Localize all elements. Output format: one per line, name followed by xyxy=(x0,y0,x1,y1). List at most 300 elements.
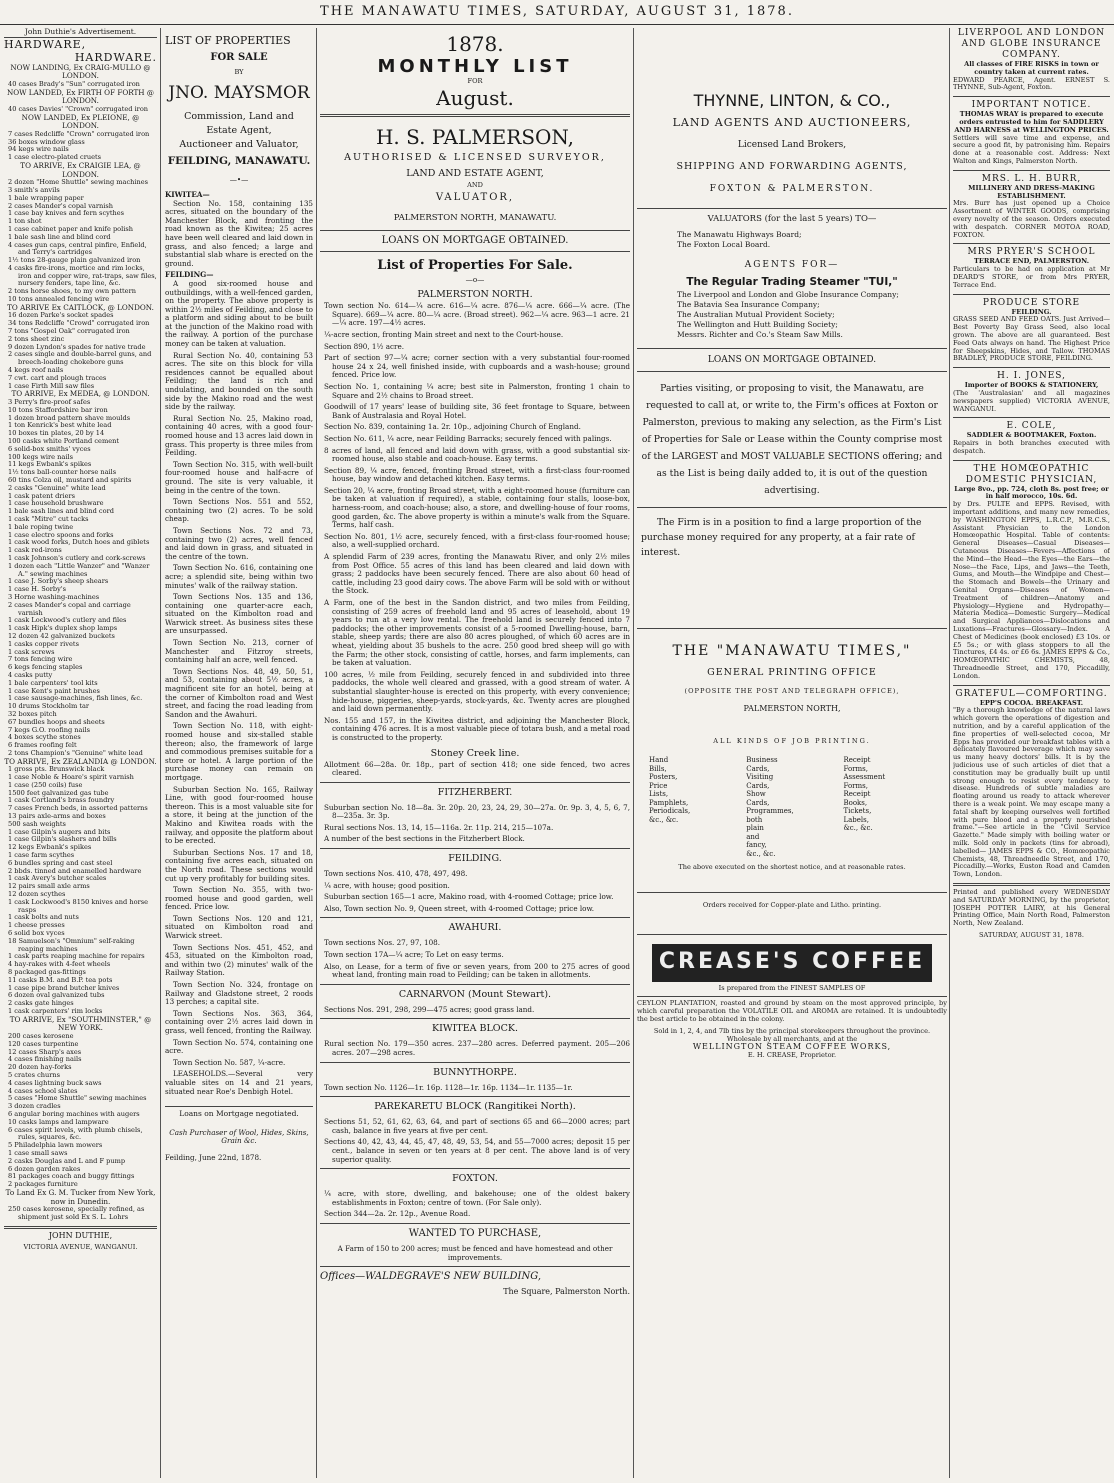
shipment-items xyxy=(4,1206,157,1222)
shipment-item: 1 cask bolts and nuts xyxy=(8,913,79,922)
service-item: Tickets, xyxy=(843,807,872,815)
service-item: Labels, xyxy=(843,815,869,824)
wanted-heading: WANTED TO PURCHASE, xyxy=(320,1223,630,1241)
shipment-item: 200 cases kerosene xyxy=(8,1031,74,1040)
shipment-item: 32 boxes pitch xyxy=(8,709,57,718)
shipment-item: 4 cases gun caps, central pinfire, Enfield, and Terry's cartridges xyxy=(8,240,147,257)
shipment-item: 10 drums Stockholm tar xyxy=(8,702,90,711)
for-sale: FOR SALE xyxy=(210,52,268,63)
times-heading: THE "MANAWATU TIMES," xyxy=(672,643,912,659)
board-item: The Foxton Local Board. xyxy=(677,240,771,249)
firm-place: FOXTON & PALMERSTON. xyxy=(709,184,875,194)
shipment-item: 3 dozen cradles xyxy=(8,1102,61,1111)
shipment-item: 1 bale roping twine xyxy=(8,522,74,531)
shipment-heading: TO ARRIVE Ex CAITLOCK, @ LONDON. xyxy=(7,302,154,312)
property-entry: A splendid Farm of 239 acres, fronting the Manawatu River, and only 2½ miles from Post Office. 55 acres of this land has been cleared and laid down with grass; 2 paddocks have been securely fenced. There are also about 60 head of cattle, including 23 good dairy cows. The above Farm will be sold with or without the Stock. xyxy=(324,552,630,596)
shipment-item: 2 tons sheet zinc xyxy=(8,334,65,343)
agent-place: FEILDING, MANAWATU. xyxy=(167,155,311,168)
small-ad xyxy=(953,460,1110,681)
services-column xyxy=(649,756,741,858)
column-divider xyxy=(160,28,161,1478)
shipment-item: 1 gross pts. Brunswick black xyxy=(8,765,105,774)
shipment-item: 2 casks Douglas and L and F pump xyxy=(8,1156,126,1165)
shipment-item: 100 casks white Portland cement xyxy=(8,437,120,446)
shipment-item: 1 case Gilpin's slashers and bills xyxy=(8,835,117,844)
small-ads-list xyxy=(953,28,1110,879)
small-ad-heading: H. I. JONES, xyxy=(997,371,1066,382)
property-entry: Sections 51, 52, 61, 62, 63, 64, and part of sections 65 and 66—2000 acres; part cash, balance in five years at five per cent. xyxy=(324,1117,630,1135)
shipment-item: 4 cases finishing nails xyxy=(8,1055,82,1064)
small-ad xyxy=(953,243,1110,289)
firm-paragraph: The Firm is in a position to find a large proportion of the purchase money required for any property, at a fair rate of interest. xyxy=(641,517,922,558)
firm-paragraph: Parties visiting, or proposing to visit, the Manawatu, are requested to call at, or write to, the Firm's offices at Foxton or Palmerston, previous to making any selection, as the Firm's List of Properties for Sale or Lease within the County comprise most of the LARGEST and MOST VALUABLE SECTIONS offering; and as the List is being daily added to, it is out of the question advertising. xyxy=(641,383,943,496)
small-ad-heading: THE HOMŒOPATHIC DOMESTIC PHYSICIAN, xyxy=(965,463,1098,485)
small-ad-subheading: Large 8vo., pp. 724, cloth 8s. post free; or in half morocco, 10s. 6d. xyxy=(954,484,1109,501)
and-label: AND xyxy=(467,180,483,189)
region-heading: BUNNYTHORPE. xyxy=(320,1062,630,1080)
shipment-item: 2 tons Champion's "Genuine" white lead xyxy=(8,748,143,757)
small-ad xyxy=(953,367,1110,413)
section-heading: FEILDING— xyxy=(165,270,214,280)
firm-name: THYNNE, LINTON, & CO., xyxy=(693,91,891,110)
shipment-item: 4 kegs roof nails xyxy=(8,366,64,375)
small-ad xyxy=(953,417,1110,455)
shipment-item: 1 case sausage-machines, fish lines, &c. xyxy=(8,694,143,703)
small-ad-body: "By a thorough knowledge of the natural laws which govern the operations of digestion and nutrition, and by a careful application of the fine properties of well-selected cocoa, Mr Epps has provided our breakfast tables with a delicately flavoured beverage which may save us many heavy doctors' bills. It is by the judicious use of such articles of diet that a constitution may be gradually built up until strong enough to resist every tendency to disease. Hundreds of subtle maladies are floating around us ready to attack wherever there is a weak point. We may escape many a fatal shaft by keeping ourselves well fortified with pure blood and a properly nourished frame."—See article in the "Civil Service Gazette." Made simply with boiling water or milk. Sold only in packets (tins for abroad), labelled— JAMES EPPS & CO., Homœopathic Chemists, 48, Threadneedle Street, and 170, Piccadilly.—Works, Euston Road and Camden Town, London. xyxy=(953,706,1110,879)
small-ad-subheading: THOMAS WRAY is prepared to execute orders entrusted to him for SADDLERY AND HARNESS at WELLINGTON PRICES. xyxy=(954,110,1109,134)
shipment-item: 40 cases Brady's "Sun" corrugated iron xyxy=(8,79,140,88)
property-entry: Town Section No. 213, corner of Manchester and Fitzroy streets, containing half an acre, well fenced. xyxy=(165,638,313,665)
service-item: Posters, xyxy=(649,773,678,781)
firm-shipping: SHIPPING AND FORWARDING AGENTS, xyxy=(676,161,908,172)
shipment-item: 1 case bay knives and fern scythes xyxy=(8,209,125,218)
small-ad-subheading: SADDLER & BOOTMAKER, Foxton. xyxy=(966,431,1097,440)
shipment-heading: NOW LANDED, Ex FIRTH OF FORTH @ LONDON. xyxy=(6,87,155,106)
column-divider xyxy=(949,28,950,1478)
proprietor-line: E. H. CREASE, Proprietor. xyxy=(747,1050,837,1059)
service-item: Receipt Books, xyxy=(843,790,871,807)
small-ad-body: Settlers will save time and expense, and secure a good fit, by patronising him. Repairs done at a reasonable cost. Address: Next Walton and Kings, Palmerston North. xyxy=(953,133,1110,165)
wholesale-line: Wholesale by all merchants, and at the xyxy=(726,1034,858,1043)
property-entry: Suburban section No. 18—8a. 3r. 20p. 20, 23, 24, 29, 30—27a. 0r. 9p. 3, 4, 5, 6, 7, 8—235a. 3r. 3p. xyxy=(324,802,630,821)
month: August. xyxy=(436,85,514,110)
signature-name: JOHN DUTHIE, xyxy=(4,1226,157,1241)
shipment-item: 1 cask Cortland's brass foundry xyxy=(8,796,115,805)
property-entry: Town Section No. 587, ¼-acre. xyxy=(173,1057,286,1067)
property-entry: Section 344—2a. 2r. 12p., Avenue Road. xyxy=(324,1209,471,1219)
shipment-item: 1 case small saws xyxy=(8,1148,68,1157)
shipment-item: 5 cases "Home Shuttle" sewing machines xyxy=(8,1094,147,1103)
agent-role: Auctioneer and Valuator, xyxy=(179,139,299,151)
shipment-items xyxy=(4,766,157,1016)
by-label: BY xyxy=(234,67,244,76)
property-entry: Town Sections Nos. 48, 49, 50, 51, and 53, containing about 5½ acres, a magnificent site for an hotel, being at the corner of Kimbolton road and West street, and facing the road leading from Sandon and the Awahuri. xyxy=(165,666,313,719)
shipment-item: 7 kegs G.O. roofing nails xyxy=(8,725,91,734)
shipment-item: 12 dozen scythes xyxy=(8,890,66,899)
property-entry: Section No. 801, 1½ acre, securely fenced, with a first-class four-roomed house; also, a well-supplied orchard. xyxy=(324,531,630,550)
property-entry: Town section No. 614—¼ acre. 616—¼ acre. 876—¼ acre. 666—¼ acre. (The Square). 669—¼ acre. 80—¼ acre. (Broad street). 962—¼ acre. 963—1 acre. 21—¼ acre. 197—4½ acres. xyxy=(324,301,630,328)
region-heading: FOXTON. xyxy=(320,1168,630,1186)
shipment-item: 1½ tons 28-gauge plain galvanized iron xyxy=(8,256,141,265)
property-entry: Section No. 839, containing 1a. 2r. 10p., adjoining Church of England. xyxy=(324,422,581,432)
services-column xyxy=(843,756,935,858)
shipment-item: 1 ton shot xyxy=(8,217,42,226)
service-item: &c., &c. xyxy=(746,849,776,858)
service-item: Assessment Forms, xyxy=(843,773,886,790)
property-entry: 8 acres of land, all fenced and laid down with grass, with a good substantial six-roomed house, also stable and coach-house. Easy terms. xyxy=(324,445,630,464)
property-entry: ¼ acre, with house; good position. xyxy=(324,880,450,890)
property-entry: LEASEHOLDS.—Several very valuable sites on 14 and 21 years, situated near Roe's Denbigh Hotel. xyxy=(165,1069,313,1096)
property-entry: Town Section No. 315, with well-built four-roomed house and half-acre of ground. The site is very valuable, it being in the centre of the town. xyxy=(165,459,313,495)
small-ad-heading: MRS. L. H. BURR, xyxy=(981,173,1082,184)
property-entry: Sections 40, 42, 43, 44, 45, 47, 48, 49, 53, 54, and 55—7000 acres; deposit 15 per cent., balance in seven or ten years at 8 per cent. The above land is of very superior quality. xyxy=(324,1137,630,1164)
shipment-item: 60 tins Colza oil, mustard and spirits xyxy=(8,476,132,484)
property-entry: Town Sections Nos. 135 and 136, containing one quarter-acre each, situated on the Kimbolton road and Warwick street. As business sites these are unsurpassed. xyxy=(165,592,313,636)
sold-line: Sold in 1, 2, 4, and 7lb tins by the principal storekeepers throughout the province. xyxy=(653,1026,931,1035)
shipment-item: 1 cask Hipk's duplex shop lamps xyxy=(8,624,118,633)
property-entry: Town Sections Nos. 72 and 73, containing two (2) acres, well fenced and laid down in grass, and situated in the centre of the town. xyxy=(165,525,313,561)
small-ad xyxy=(953,28,1110,92)
small-ad-body: by Drs. PULTE and EPPS. Revised, with important additions, and many new remedies, by WASHINGTON EPPS, L.R.C.P., M.R.C.S., Assistant Physician to the London Homœopathic Hospital. Table of contents: General Diseases—Casual Diseases—Cutaneous Diseases—Fevers—Affections of the Mind—the Head—the Eyes—the Ears—the Nose—the Face, Lips, and Jaws—the Teeth, Gums, and Mouth—the Windpipe and Chest—the Stomach and Bowels—the Urinary and Genital Organs—Diseases of Women—Treatment of children—Anatomy and Physiology—Hygiene and Hydropathy—Materia Medica—Domestic Surgery—Medical and Surgical Appliances—Dislocations and Luxations—Fractures—Glossary—Index. A Chest of Medicines (book enclosed) £3 10s. or £5 5s.; or with glass stoppers to all the Tinctures, £4 4s. or £6 6s. JAMES EPPS & Co., HOMŒOPATHIC CHEMISTS, 48, Threadneedle Street, and 170, Piccadilly, London. xyxy=(953,500,1110,680)
surveyor-role: VALUATOR, xyxy=(435,191,515,203)
service-item: Visiting Cards, xyxy=(746,773,774,790)
shipment-item: 2 cases Mander's copal and carriage varnish xyxy=(8,600,131,617)
property-entry: Town Section No. 355, with two-roomed house and good garden, well fenced. Price low. xyxy=(165,885,313,912)
shipment-item: 1 cask carpenters' rim locks xyxy=(8,1006,103,1015)
company-item: Messrs. Richter and Co.'s Steam Saw Mills. xyxy=(677,330,843,339)
shipment-item: 7 cases Redcliffe "Crown" corrugated iron xyxy=(8,129,150,138)
firm-role: LAND AGENTS AND AUCTIONEERS, xyxy=(672,116,912,129)
property-entry: Town Sections Nos. 451, 452, and 453, situated on the Kimbolton road, and within two (2) minutes' walk of the Railway Station. xyxy=(165,942,313,978)
shipment-item: 10 tons Staffordshire bar iron xyxy=(8,405,108,414)
printing-office: GENERAL PRINTING OFFICE xyxy=(707,667,877,678)
region-heading: FEILDING. xyxy=(320,848,630,866)
property-entry: Town sections Nos. 410, 478, 497, 498. xyxy=(324,869,468,879)
shipment-item: 1 bale carpenters' tool kits xyxy=(8,678,98,687)
shipment-item: 67 bundles hoops and sheets xyxy=(8,717,105,726)
shipment-heading: TO ARRIVE, Ex ZEALANDIA @ LONDON. xyxy=(4,756,157,766)
property-entry: Rural section No. 179—350 acres. 237—280 acres. Deferred payment. 205—206 acres. 207—298 acres. xyxy=(324,1039,630,1057)
shipment-item: 1 cask Lockwood's cutlery and files xyxy=(8,616,127,625)
small-ad-subheading: EPP'S COCOA. BREAKFAST. xyxy=(979,698,1084,707)
small-ad-heading: IMPORTANT NOTICE. xyxy=(971,100,1092,111)
agents-heading: AGENTS FOR— xyxy=(744,260,840,270)
property-entry: Suburban Sections Nos. 17 and 18, containing five acres each, situated on the North road. These sections would cut up very profitably for building sites. xyxy=(165,847,313,883)
company-item: The Australian Mutual Provident Society; xyxy=(677,310,835,319)
shipment-item: 11 casks B.M. and B.P. tea pots xyxy=(8,975,113,984)
region-heading: PAREKARETU BLOCK (Rangitikei North). xyxy=(320,1096,630,1114)
loans-notice: LOANS ON MORTGAGE OBTAINED. xyxy=(320,230,630,252)
small-ad-heading: MRS PRYER'S SCHOOL xyxy=(967,247,1096,258)
cash-purchaser: Cash Purchaser of Wool, Hides, Skins, Grain &c. xyxy=(169,1127,309,1146)
surveyor-role: LAND AND ESTATE AGENT, xyxy=(406,167,544,179)
shipment-heading: To Land Ex G. M. Tucker from New York, now in Dunedin. xyxy=(5,1187,156,1206)
property-entry: Section 20, ¼ acre, fronting Broad street, with a eight-roomed house (furniture can be taken at valuation if required), a stable, containing four stalls, loose-box, harness-room, and coach-house; also, a store, and dwelling-house of four rooms, good garden, &c. The above property is within a minute's walk from the Square. Terms, half cash. xyxy=(324,485,630,530)
property-entry: Town section 17A—¼ acre; To Let on easy terms. xyxy=(324,950,504,960)
shipment-item: 1 cask wood forks, Dutch hoes and giblets xyxy=(8,538,150,547)
shipment-item: 6 solid box vyces xyxy=(8,929,65,938)
small-ad-subheading: All classes of FIRE RISKS in town or country taken at current rates. xyxy=(964,60,1099,76)
shipment-item: 1 bale wrapping paper xyxy=(8,193,84,202)
agent-role: Commission, Land and xyxy=(184,111,294,123)
shipment-item: 1 case Kent's paint brushes xyxy=(8,686,100,695)
company-item: The Liverpool and London and Globe Insurance Company; xyxy=(677,290,899,299)
property-entry: Suburban section 165—1 acre, Makino road, with 4-roomed Cottage; price low. xyxy=(324,892,614,902)
shipment-item: 4 casks putty xyxy=(8,670,53,679)
list-heading: List of Properties For Sale. xyxy=(377,257,573,273)
shipment-item: 4 cases school slates xyxy=(8,1086,78,1095)
property-entry: ¼ acre, with store, dwelling, and bakehouse; one of the oldest bakery establishments in Foxton; centre of town. (For Sale only). xyxy=(324,1189,630,1207)
printing-services xyxy=(649,756,935,858)
shipment-item: 1 dozen each "Little Wanzer" and "Wanzer A." sewing machines xyxy=(8,561,150,578)
property-entry: Rural Section No. 40, containing 53 acres. The site on this block for villa residences cannot be equalled about Feilding; the land is rich and undulating, and bounded on the south side by the Makino road and the west side by the railway. xyxy=(165,350,313,412)
shipment-item: 6 cases spirit levels, with plumb chisels, rules, squares, &c. xyxy=(8,1125,143,1142)
property-entry: Town Section No. 574, containing one acre. xyxy=(165,1037,313,1056)
shipment-item: 1 cheese presses xyxy=(8,921,65,930)
shipment-item: 5 Philadelphia lawn mowers xyxy=(8,1141,103,1150)
steamer-name: The Regular Trading Steamer "TUI," xyxy=(686,276,898,288)
loans-notice: LOANS ON MORTGAGE OBTAINED. xyxy=(637,348,947,372)
shipment-heading: NOW LANDED, Ex PLEIONE, @ LONDON. xyxy=(21,112,140,131)
ad-title: HARDWARE. xyxy=(74,50,157,64)
shipment-item: 4 cases lightning buck saws xyxy=(8,1078,102,1087)
shipment-item: 1500 feet galvanized gas tube xyxy=(8,788,109,797)
ceylon-text: CEYLON PLANTATION, roasted and ground by steam on the most approved principle, by which careful preparation the VOLATILE OIL and AROMA are retained. It is undoubtedly the best article to be obtained in the colony. xyxy=(637,996,947,1023)
property-entry: Town Sections Nos. 551 and 552, containing two (2) acres. To be sold cheap. xyxy=(165,497,313,524)
shipment-item: 1 case electro-plated cruets xyxy=(8,153,102,162)
region-heading: KIWITEA BLOCK. xyxy=(320,1018,630,1036)
agent-role: Estate Agent, xyxy=(206,125,272,137)
shipment-item: 500 sash weights xyxy=(8,819,66,828)
small-ad-subheading: TERRACE END, PALMERSTON. xyxy=(973,257,1090,266)
divider-ornament: —•— xyxy=(229,175,249,185)
service-item: &c., &c. xyxy=(649,815,679,824)
small-ad-body: GRASS SEED AND FEED OATS. Just Arrived— Best Poverty Bay Grass Seed, also local grown. The above are all guaranteed. Best Feed Oats always on hand. The Highest Price for Sheepskins, Hides, and Tallow. THOMAS BRADLEY, PRODUCE STORE, FEILDING. xyxy=(953,315,1110,363)
column-palmerson-list xyxy=(320,28,630,1478)
shipment-item: 6 solid-box smiths' vyces xyxy=(8,444,91,453)
offices-line: Offices—WALDEGRAVE'S NEW BUILDING, xyxy=(320,1266,630,1284)
shipment-item: 1½ tons ball-counter horse nails xyxy=(8,468,117,477)
shipment-item: 1 cask screws xyxy=(8,647,55,656)
shipment-item: 1 case pipe brand butcher knives xyxy=(8,983,120,992)
shipment-item: 6 kegs fencing staples xyxy=(8,663,83,672)
printed-by: Printed and published every WEDNESDAY and SATURDAY MORNING, by the proprietor, JOSEPH POTTER LAIRY, at his General Printing Office, Main North Road, Palmerston North, New Zealand. xyxy=(953,883,1110,928)
shipment-item: 20 dozen hay-forks xyxy=(8,1063,72,1072)
shipment-item: 1 cask Johnson's cutlery and cork-screws xyxy=(8,553,146,562)
firm-brokers: Licensed Land Brokers, xyxy=(737,140,847,150)
small-ad-subheading: MILLINERY AND DRESS-MAKING ESTABLISHMENT. xyxy=(968,183,1095,200)
job-printing: ALL KINDS OF JOB PRINTING. xyxy=(713,737,871,745)
shipment-item: 1 case H. Sorby's xyxy=(8,585,67,594)
region-heading: AWAHURI. xyxy=(320,917,630,935)
loans-notice: Loans on Mortgage negotiated. xyxy=(165,1106,313,1119)
shipment-item: 7 cwt. cart and plough traces xyxy=(8,373,107,382)
property-entry: Rural Section No. 25, Makino road, containing 40 acres, with a good four-roomed house and 13 acres laid down in grass. This property is three miles from Feilding. xyxy=(165,413,313,458)
region-heading: Stoney Creek line. xyxy=(430,747,520,759)
shipment-item: 1 ton Kenrick's best white lead xyxy=(8,421,112,430)
property-entry: Section 890, 1½ acre. xyxy=(324,341,405,351)
column-maysmor-properties xyxy=(165,28,313,1478)
small-ad xyxy=(953,294,1110,364)
shipment-item: 12 kegs Ewbank's spikes xyxy=(8,843,92,852)
shipment-item: 2 casks gate hinges xyxy=(8,999,74,1008)
shipment-item: 6 angular boring machines with augers xyxy=(8,1109,140,1118)
small-ad xyxy=(953,170,1110,240)
small-ad-body: EDWARD PEARCE, Agent. ERNEST S. THYNNE, Sub-Agent, Foxton. xyxy=(953,75,1110,92)
ad-header: John Duthie's Advertisement. xyxy=(4,28,157,38)
property-entry: A good six-roomed house and outbuildings, with a well-fenced garden, on the property. The above property is within 2½ miles of Feilding, and close to a platform and siding about to be built at the junction of the Makino road with the railway. A portion of the purchase money can be taken at valuation. xyxy=(165,278,313,349)
shipment-item: 2 cases Mander's copal varnish xyxy=(8,201,113,210)
shipment-item: 12 cases Sharp's axes xyxy=(8,1047,82,1056)
property-sections xyxy=(165,191,313,1096)
shipment-item: 1 case (250 coils) fuse xyxy=(8,780,83,789)
service-item: &c., &c. xyxy=(843,824,873,832)
shipment-item: 3 Perry's fire-proof safes xyxy=(8,398,91,407)
small-ad xyxy=(953,685,1110,879)
for-label: FOR xyxy=(467,77,483,85)
valuators-heading: VALUATORS (for the last 5 years) TO— xyxy=(637,208,947,226)
property-entry: ¼-acre section, fronting Main street and next to the Court-house. xyxy=(324,329,564,339)
small-ad xyxy=(953,96,1110,166)
property-entry: Town Sections Nos. 363, 364, containing over 2½ acres laid down in grass, well fenced, fronting the Railway. xyxy=(165,1008,313,1036)
column-thynne-linton xyxy=(637,28,947,1478)
shipment-item: 9 dozen Lyndon's spades for native trade xyxy=(8,342,146,351)
shipment-item: 1 cask parts reaping machine for repairs xyxy=(8,952,145,961)
service-item: Price Lists, xyxy=(649,781,669,798)
shipment-item: 94 kegs wire nails xyxy=(8,145,69,154)
property-entry: Town Section No. 324, frontage on Railway and Gladstone street, 2 roods 13 perches; a capital site. xyxy=(165,980,313,1007)
property-entry: A Farm, one of the best in the Sandon district, and two miles from Feilding, consisting of 259 acres of freehold land and 95 acres of leasehold, about 19 years to run at a very low rental. The freehold land is securely fenced into 7 paddocks; the other improvements consist of a 5-roomed Dwelling-house, barn, stable, sheep yards; there are also 80 acres ploughed, of which 60 acres are in wheat, yielding about 35 bushels to the acre. 250 good bred sheep will go with the Farm; the other stock, consisting of cattle, horses, and farm implements, can be taken at valuation. xyxy=(324,598,630,668)
shipment-heading: NOW LANDING, Ex CRAIG-MULLO @ LONDON. xyxy=(10,62,151,81)
shipment-item: 81 packages coach and buggy fittings xyxy=(8,1172,135,1181)
executed-line: The above executed on the shortest notice, and at reasonable rates. xyxy=(678,863,906,871)
shipment-item: 1 cask "Mitre" cut tacks xyxy=(8,514,89,523)
shipment-item: 6 frames roofing felt xyxy=(8,741,77,750)
issue-date: SATURDAY, AUGUST 31, 1878. xyxy=(979,930,1084,939)
boards-list xyxy=(637,230,947,250)
property-entry: Rural sections Nos. 13, 14, 15—116a. 2r. 11p. 214, 215—107a. xyxy=(324,822,554,832)
works-line: WELLINGTON STEAM COFFEE WORKS, xyxy=(692,1042,892,1052)
column-divider xyxy=(316,28,317,1478)
service-item: Programmes, both plain and fancy, xyxy=(746,807,794,849)
property-entry: Section No. 611, ¼ acre, near Feilding Barracks; securely fenced with palings. xyxy=(324,433,612,443)
shipment-item: 2 dozen "Home Shuttle" sewing machines xyxy=(8,178,149,187)
shipment-item: 7 cases French beds, in assorted patterns xyxy=(8,804,148,813)
shipment-item: 10 boxes tin plates, 20 by 14 xyxy=(8,429,105,438)
shipment-item: 12 dozen 42 galvanized buckets xyxy=(8,631,115,640)
shipment-item: 16 dozen Parke's socket spades xyxy=(8,311,114,320)
service-item: Business Cards, xyxy=(746,756,778,773)
shipment-item: 6 bundles spring and cast steel xyxy=(8,858,113,867)
small-ad-body: (The 'Australasian' and all magazines newspapers supplied) VICTORIA AVENUE, WANGANUI. xyxy=(953,388,1110,413)
masthead: THE MANAWATU TIMES, SATURDAY, AUGUST 31, 1878. xyxy=(0,0,1114,25)
small-ad-heading: LIVERPOOL AND LONDON AND GLOBE INSURANCE COMPANY. xyxy=(957,28,1106,60)
surveyor-role: AUTHORISED & LICENSED SURVEYOR, xyxy=(344,151,606,163)
small-ad-body: Repairs in both branches executed with despatch. xyxy=(953,439,1110,455)
shipment-item: 1 cask Avery's butcher scales xyxy=(8,874,107,883)
shipment-items xyxy=(4,1033,157,1189)
shipment-item: 2 bbds. tinned and enamelled hardware xyxy=(8,866,142,875)
shipment-sections xyxy=(4,64,157,1222)
shipment-item: 1 cask patent driers xyxy=(8,491,76,500)
service-item: Show Cards, xyxy=(746,790,770,807)
shipment-item: 6 dozen garden rakes xyxy=(8,1164,81,1173)
shipment-item: 13 pairs axle-arms and boxes xyxy=(8,812,106,821)
shipment-item: 34 tons Redcliffe "Crowd" corrugated iron xyxy=(8,319,150,328)
column-small-ads xyxy=(953,28,1110,1478)
column-duthie-hardware xyxy=(4,28,157,1478)
shipment-item: 120 cases turpentine xyxy=(8,1039,79,1048)
shipment-item: 8 packaged gas-fittings xyxy=(8,968,86,976)
shipment-item: 18 Samuelson's "Omnium" self-raking reaping machines xyxy=(8,936,135,953)
shipment-item: 1 dozen broad pattern shave moulds xyxy=(8,413,131,422)
property-entry: Town sections Nos. 27, 97, 108. xyxy=(324,938,441,948)
property-entry: Town section No. 1126—1r. 16p. 1128—1r. 16p. 1134—1r. 1135—1r. xyxy=(324,1082,573,1092)
shipment-item: 4 boxes scythe stones xyxy=(8,733,81,742)
region-heading: FITZHERBERT. xyxy=(320,782,630,800)
opposite-line: (OPPOSITE THE POST AND TELEGRAPH OFFICE), xyxy=(684,687,900,695)
shipment-items xyxy=(4,131,157,162)
shipment-item: 1 case electro spoons and forks xyxy=(8,530,114,539)
shipment-item: 10 tons annealed fencing wire xyxy=(8,295,110,304)
shipment-item: 100 kegs wire nails xyxy=(8,452,73,461)
service-item: Periodicals, xyxy=(649,807,691,815)
shipment-item: 1 case J. Sorby's sheep shears xyxy=(8,577,109,586)
signature-address: VICTORIA AVENUE, WANGANUI. xyxy=(23,1243,138,1252)
company-item: The Batavia Sea Insurance Company; xyxy=(677,300,820,309)
companies-list xyxy=(637,290,947,340)
property-entry: Sections Nos. 291, 298, 299—475 acres; good grass land. xyxy=(324,1004,535,1014)
shipment-item: 7 tons fencing wire xyxy=(8,655,73,664)
prepared-line: Is prepared from the FINEST SAMPLES OF xyxy=(718,983,866,992)
shipment-item: 2 packages furniture xyxy=(8,1180,78,1189)
shipment-item: 7 tons "Gospel Oak" corrugated iron xyxy=(8,327,130,336)
region-heading: CARNARVON (Mount Stewart). xyxy=(320,984,630,1002)
shipment-heading: TO ARRIVE, Ex MEDEA, @ LONDON. xyxy=(11,389,150,399)
shipment-item: 3 Horne washing-machines xyxy=(8,592,100,601)
small-ad-heading: E. COLE, xyxy=(1006,421,1057,432)
shipment-item: 6 dozen oval galvanized tubs xyxy=(8,991,105,1000)
shipment-item: 1 case Gilpin's augers and bits xyxy=(8,827,111,836)
ad-title: HARDWARE, xyxy=(4,37,87,51)
property-entry: Town Section No. 118, with eight-roomed house and six-stalled stable thereon; also, the framework of large and commodious premises suitable for a store or hotel. A large portion of the purchase money can remain on mortgage. xyxy=(165,721,313,782)
shipment-heading: TO ARRIVE, Ex "SOUTHMINSTER," @ NEW YORK. xyxy=(9,1014,152,1033)
small-ad-heading: PRODUCE STORE xyxy=(982,297,1081,308)
column-divider xyxy=(633,28,634,1478)
shipment-item: 3 smith's anvils xyxy=(8,185,60,194)
shipment-item: 1 bale sash lines and blind cord xyxy=(8,507,114,516)
property-entry: Allotment 66—28a. 0r. 18p., part of section 418; one side fenced, two acres cleared. xyxy=(324,759,630,778)
shipment-item: 1 case household brushware xyxy=(8,499,104,508)
property-entry: Also, on Lease, for a term of five or seven years, from 200 to 275 acres of good wheat land, fronting main road to Feilding; can be taken in allotments. xyxy=(324,961,630,980)
shipment-item: 250 cases kerosene, specially refined, as shipment just sold Ex S. L. Lohrs xyxy=(8,1205,145,1221)
shipment-item: 5 crates churns xyxy=(8,1070,61,1079)
shipment-item: 2 cases single and double-barrel guns, and breech-loading chokebore guns xyxy=(8,350,152,367)
wanted-text: A Farm of 150 to 200 acres; must be fenced and have homestead and other improvements. xyxy=(337,1243,613,1262)
service-item: Receipt Forms, xyxy=(843,756,871,773)
crease-coffee-banner: CREASE'S COFFEE xyxy=(652,944,932,982)
shipment-items xyxy=(4,312,157,390)
list-title: LIST OF PROPERTIES xyxy=(165,34,291,47)
property-entry: A number of the best sections in the Fitzherbert Block. xyxy=(324,834,525,844)
company-item: The Wellington and Hutt Building Society; xyxy=(677,320,838,329)
date-line: Feilding, June 22nd, 1878. xyxy=(165,1152,262,1162)
divider-ornament: —o— xyxy=(465,274,485,284)
small-ad-subheading: Importer of BOOKS & STATIONERY, xyxy=(964,381,1099,390)
shipment-item: 40 cases Davies' "Crown" corrugated iron xyxy=(8,104,149,113)
small-ad-subheading: FEILDING. xyxy=(1011,307,1052,316)
board-item: The Manawatu Highways Board; xyxy=(677,230,802,239)
